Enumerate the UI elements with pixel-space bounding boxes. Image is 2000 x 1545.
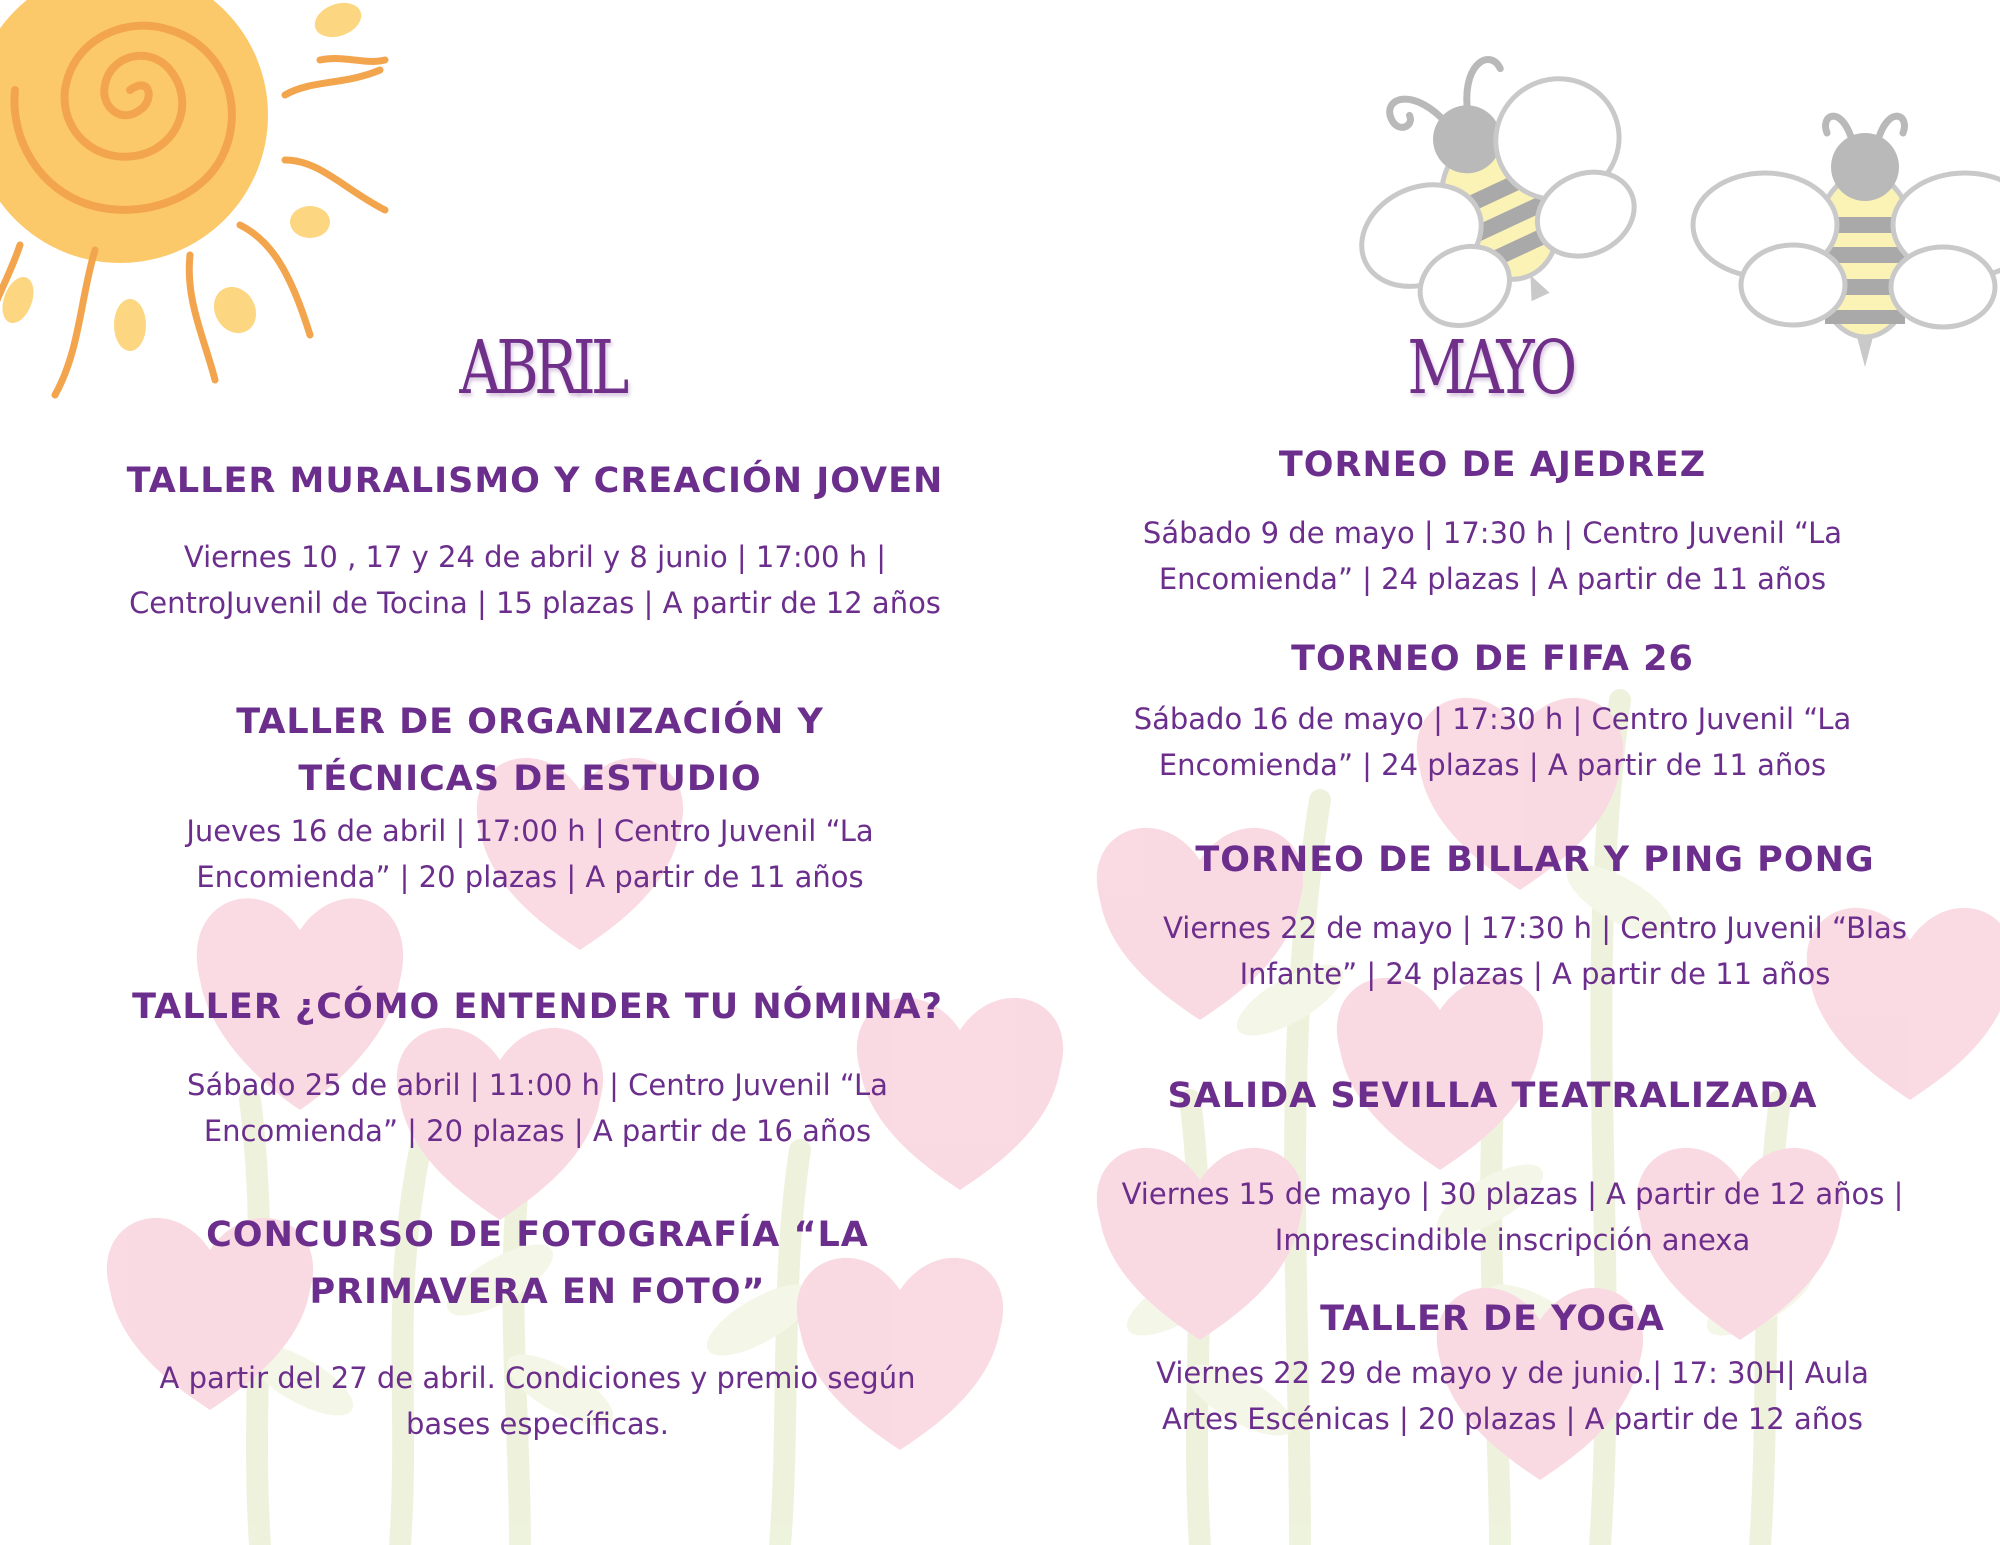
event-details-line: Viernes 15 de mayo | 30 plazas | A partir de 12 años | (1121, 1177, 1904, 1211)
event-title: TALLER MURALISMO Y CREACIÓN JOVEN (126, 461, 944, 501)
event-details-line: Encomienda” | 24 plazas | A partir de 11 años (1158, 748, 1827, 782)
event-salida-sevilla (1070, 1068, 1915, 1263)
event-details-line: Artes Escénicas | 20 plazas | A partir de 12 años (1162, 1402, 1863, 1436)
event-taller-organizacion (0, 694, 1060, 900)
event-details-line: Encomienda” | 20 plazas | A partir de 11 años (196, 860, 864, 894)
event-details-line: CentroJuvenil de Tocina | 15 plazas | A partir de 12 años (129, 586, 941, 620)
event-details-line: Sábado 9 de mayo | 17:30 h | Centro Juvenil “La (1142, 516, 1843, 550)
event-details-line: Viernes 22 de mayo | 17:30 h | Centro Juvenil “Blas (1163, 911, 1907, 945)
event-title: PRIMAVERA EN FOTO” (309, 1272, 766, 1312)
month-heading-abril: ABRIL (459, 325, 625, 411)
event-details-line: Infante” | 24 plazas | A partir de 11 años (1239, 957, 1831, 991)
month-heading-mayo: MAYO (1407, 325, 1573, 411)
event-details-line: Sábado 16 de mayo | 17:30 h | Centro Juvenil “La (1133, 702, 1852, 736)
bee-icon (0, 0, 2000, 400)
event-concurso-fotografia (0, 1207, 1075, 1447)
event-title: TALLER ¿CÓMO ENTENDER TU NÓMINA? (132, 987, 943, 1027)
event-title: TORNEO DE BILLAR Y PING PONG (1195, 840, 1875, 880)
event-title: TORNEO DE AJEDREZ (1278, 445, 1707, 485)
event-title: TÉCNICAS DE ESTUDIO (298, 759, 762, 799)
event-details-line: Sábado 25 de abril | 11:00 h | Centro Juvenil “La (187, 1068, 888, 1102)
event-details-line: Viernes 10 , 17 y 24 de abril y 8 junio | 17:00 h | (183, 540, 887, 574)
event-title: SALIDA SEVILLA TEATRALIZADA (1167, 1076, 1818, 1116)
event-details-line: Viernes 22 29 de mayo y de junio.| 17: 30H| Aula (1156, 1356, 1869, 1390)
event-title: TALLER DE ORGANIZACIÓN Y (236, 702, 824, 742)
event-details-line: Encomienda” | 20 plazas | A partir de 16 años (203, 1114, 872, 1148)
event-title: TALLER DE YOGA (1320, 1299, 1665, 1339)
event-taller-muralismo (0, 453, 1070, 626)
event-torneo-ajedrez (1070, 437, 1915, 602)
event-details-line: Imprescindible inscripción anexa (1274, 1223, 1751, 1257)
event-torneo-fifa (1070, 631, 1915, 788)
event-details-line: bases específicas. (406, 1407, 669, 1441)
event-details-line: Jueves 16 de abril | 17:00 h | Centro Juvenil “La (186, 814, 874, 848)
event-title: TORNEO DE FIFA 26 (1291, 639, 1694, 679)
event-torneo-billar (1070, 832, 2000, 997)
event-details-line: A partir del 27 de abril. Condiciones y premio según (159, 1361, 916, 1395)
event-taller-yoga (1070, 1291, 1915, 1442)
event-taller-nomina (0, 979, 1075, 1154)
event-details-line: Encomienda” | 24 plazas | A partir de 11 años (1158, 562, 1827, 596)
event-title: CONCURSO DE FOTOGRAFÍA “LA (206, 1215, 869, 1255)
